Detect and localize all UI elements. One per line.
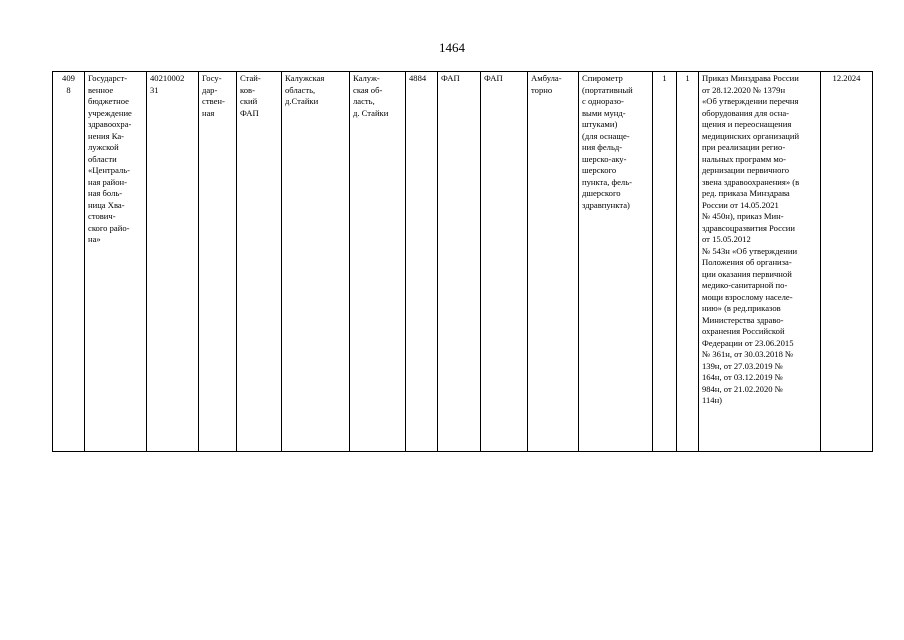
- cell-qty-1: 1: [653, 72, 677, 452]
- cell-facility-name: Стай- ков- ский ФАП: [237, 72, 282, 452]
- cell-institution: Государст- венное бюджетное учреждение здравоохра- нения Ка- лужской области «Централь- ная район- ная боль- ница Хва- стович- ского райо- на»: [85, 72, 147, 452]
- cell-basis: Приказ Минздрава России от 28.12.2020 № 1379н «Об утверждении перечня оборудования для осна- щения и переоснащения медицинских организаций при реализации регио- нальных программ мо- дернизации первичного звена здравоохранения» (в ред. приказа Минздрава России от 14.05.2021 № 450н), приказ Мин- здравсоцразвития России от 15.05.2012 № 543н «Об утверждении Положения об организа- ции оказания первичной медико-санитарной по- мощи взрослому населе- нию» (в ред.приказов Министерства здраво- охранения Российской Федерации от 23.06.2015 № 361н, от 30.03.2018 № 139н, от 27.03.2019 № 164н, от 03.12.2019 № 984н, от 21.02.2020 № 114н): [699, 72, 821, 452]
- cell-qty-2: 1: [677, 72, 699, 452]
- cell-ownership: Госу- дар- ствен- ная: [199, 72, 237, 452]
- cell-address-1: Калужская область, д.Стайки: [282, 72, 350, 452]
- cell-row-index: 409 8: [53, 72, 85, 452]
- cell-equipment: Спирометр (портативный с одноразо- выми мунд- штуками) (для оснаще- ния фельд- шерско-аку- шерского пункта, фель- дшерского здравпункта): [579, 72, 653, 452]
- cell-code: 40210002 31: [147, 72, 199, 452]
- cell-address-2: Калуж- ская об- ласть, д. Стайки: [350, 72, 406, 452]
- cell-number: 4884: [406, 72, 438, 452]
- cell-type-1: ФАП: [438, 72, 481, 452]
- register-table: [52, 71, 873, 452]
- cell-date: 12.2024: [821, 72, 873, 452]
- cell-care-form: Амбула- торно: [528, 72, 579, 452]
- cell-type-2: ФАП: [481, 72, 528, 452]
- table-row: [53, 72, 873, 452]
- page-number: 1464: [439, 40, 465, 55]
